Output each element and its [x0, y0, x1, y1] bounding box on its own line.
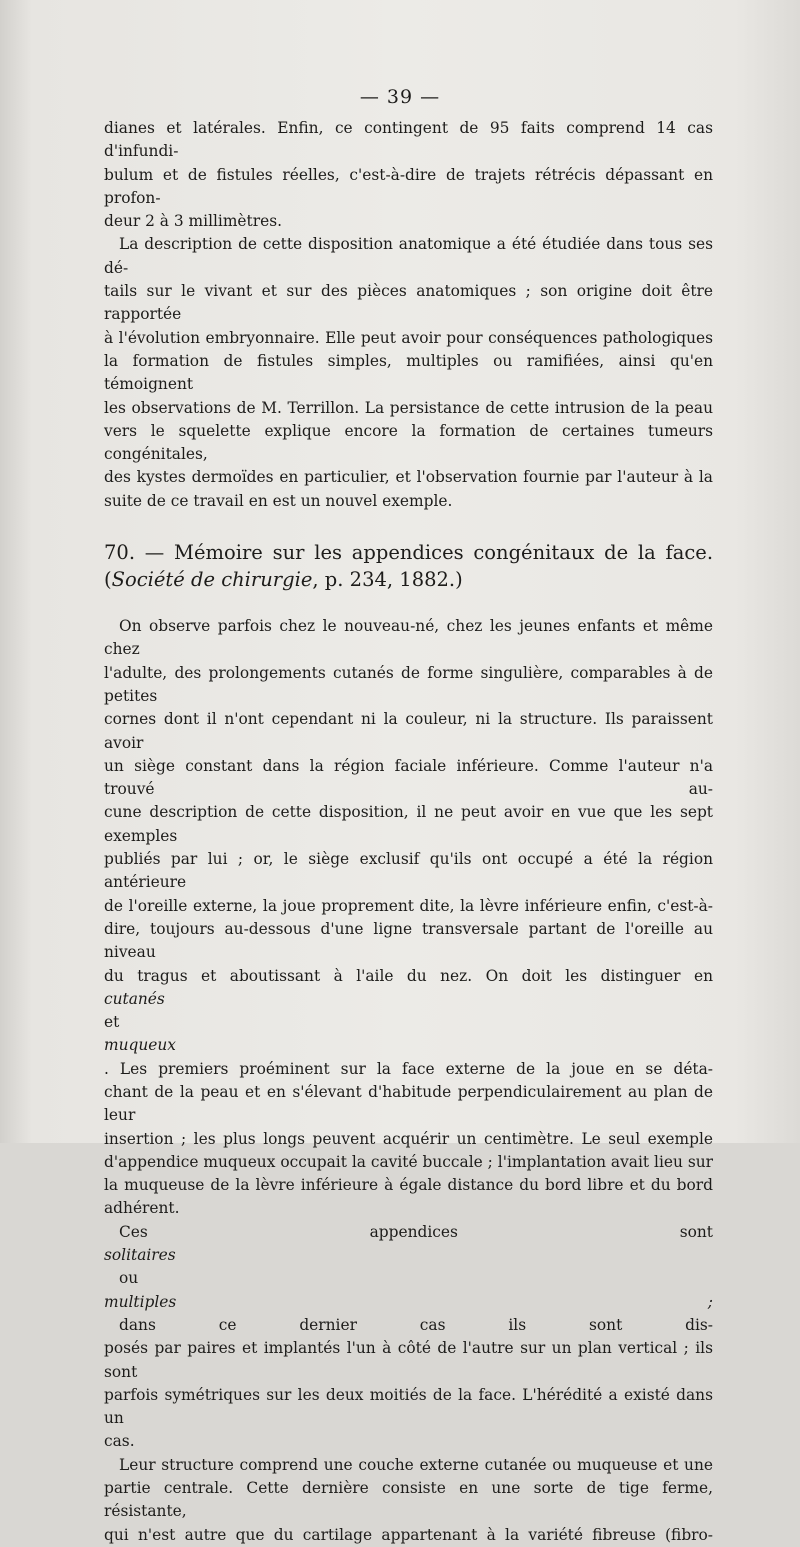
text-line: la formation de fistules simples, multiples ou ramifiées, ainsi qu'en témoignent [104, 351, 713, 394]
text-line: parfois symétriques sur les deux moitiés de la face. L'hérédité a existé dans un [104, 1385, 713, 1428]
paragraph-anatomy [104, 233, 713, 513]
text-fragment: dans ce dernier cas ils sont dis- [119, 1315, 713, 1334]
text-line: qui n'est autre que du cartilage appartenant à la variété fibreuse (fibro- [104, 1525, 713, 1544]
text-line: tails sur le vivant et sur des pièces anatomiques ; son origine doit être rapportée [104, 282, 713, 324]
text-line: de l'oreille externe, la joue proprement dite, la lèvre inférieure enfin, c'est-à- [104, 896, 713, 915]
text-line: La description de cette disposition anatomique a été étudiée dans tous ses dé- [104, 235, 713, 277]
text-line: dire, toujours au-dessous d'une ligne transversale partant de l'oreille au niveau [104, 919, 713, 962]
text-line: deur 2 à 3 millimètres. [104, 212, 282, 231]
text-line: partie centrale. Cette dernière consiste en une sorte de tige ferme, résistante, [104, 1479, 713, 1521]
text-line: chant de la peau et en s'élevant d'habitude perpendiculairement au plan de leur [104, 1082, 713, 1125]
italic-term: muqueux [104, 1036, 176, 1055]
heading-reference: , p. 234, 1882.) [312, 568, 463, 592]
text-fragment: du tragus et aboutissant à l'aile du nez. On doit les distinguer en [104, 966, 713, 985]
text-line: cornes dont il n'ont cependant ni la couleur, ni la structure. Ils paraissent avoir [104, 710, 713, 752]
text-line: publiés par lui ; or, le siège exclusif qu'ils ont occupé a été la région antérieure [104, 850, 713, 892]
section-number: 70. [104, 541, 136, 565]
text-line: cune description de cette disposition, il ne peut avoir en vue que les sept exemples [104, 803, 713, 845]
text-line: insertion ; les plus longs peuvent acquérir un centimètre. Le seul exemple [104, 1129, 713, 1148]
text-fragment: . Les premiers proéminent sur la face externe de la joue en se déta- [104, 1059, 713, 1078]
text-line [104, 965, 713, 1035]
body-text [104, 117, 713, 1547]
text-line: un siège constant dans la région faciale inférieure. Comme l'auteur n'a trouvé au- [104, 756, 713, 799]
text-line [104, 1221, 713, 1337]
italic-term: cutanés [104, 989, 165, 1008]
section-heading [104, 539, 713, 593]
italic-term: multiples ; [104, 1292, 713, 1311]
heading-dash: — [144, 541, 165, 565]
text-line: suite de ce travail en est un nouvel exemple. [104, 491, 453, 510]
heading-title: Mémoire sur les appendices congénitaux de la face. ( [104, 541, 714, 592]
paragraph-continued [104, 117, 713, 233]
text-line: à l'évolution embryonnaire. Elle peut avoir pour conséquences pathologiques [104, 328, 713, 347]
italic-term: solitaires [104, 1246, 176, 1265]
text-fragment: et [104, 1013, 120, 1032]
text-line: On observe parfois chez le nouveau-né, chez les jeunes enfants et même chez [104, 617, 713, 659]
paragraph-structure [104, 1454, 713, 1547]
text-line: la muqueuse de la lèvre inférieure à égale distance du bord libre et du bord [104, 1176, 713, 1195]
paragraph-arrangement [104, 1221, 713, 1454]
text-line: bulum et de fistules réelles, c'est-à-dire de trajets rétrécis dépassant en profon- [104, 165, 713, 207]
heading-journal: Société de chirurgie [111, 568, 313, 592]
text-line: d'appendice muqueux occupait la cavité buccale ; l'implantation avait lieu sur [104, 1152, 713, 1171]
text-line: vers le squelette explique encore la formation de certaines tumeurs congénitales, [104, 421, 713, 464]
text-fragment: Ces appendices sont [119, 1222, 713, 1241]
text-line [104, 1034, 713, 1081]
text-line: des kystes dermoïdes en particulier, et l'observation fournie par l'auteur à la [104, 468, 713, 487]
text-fragment: ou [119, 1269, 139, 1288]
text-line: posés par paires et implantés l'un à côté de l'autre sur un plan vertical ; ils sont [104, 1339, 713, 1381]
text-line: l'adulte, des prolongements cutanés de forme singulière, comparables à de petites [104, 663, 713, 705]
page-number: — 39 — [359, 86, 441, 108]
text-line: les observations de M. Terrillon. La persistance de cette intrusion de la peau [104, 398, 713, 417]
paragraph-appendices [104, 615, 713, 1221]
text-line: adhérent. [104, 1199, 180, 1218]
text-line: cas. [104, 1432, 135, 1451]
text-line: Leur structure comprend une couche externe cutanée ou muqueuse et une [119, 1455, 713, 1474]
text-line: dianes et latérales. Enfin, ce contingent de 95 faits comprend 14 cas d'infundi- [104, 119, 713, 161]
